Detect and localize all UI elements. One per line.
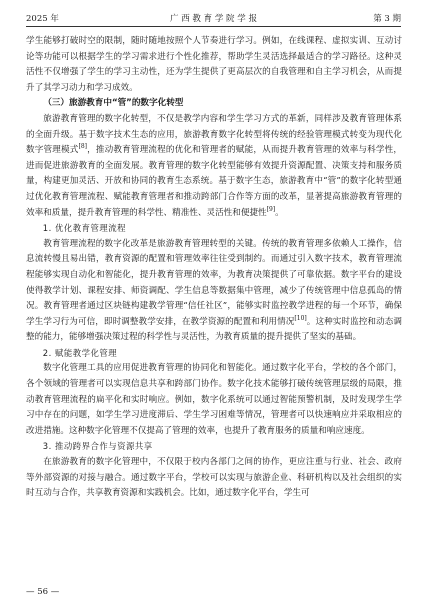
- paragraph-text: 。这种实时监控和动态调整的能力，能够增强决策过程的科学性与灵活性，为教育质量的提升提供了坚实的基础。: [26, 316, 402, 343]
- paragraph-digital-tools: 数字化管理工具的应用促进教育管理的协同化和智能化。通过数字化平台，学校的各个部门，各个领域的管理者可以实现信息共享和跨部门协作。数字化技术能够打破传统管理层级的局限，推动教育管理流程的扁平化和实时响应。例如，数字化系统可以通过智能预警机制，及时发现学生学习中存在的问题，如学生学习进度滞后、学生学习困难等情况，管理者可以快速响应并采取相应的改进措施。这种数字化管理不仅提高了管理的效率，也提升了教育服务的质量和响应速度。: [26, 363, 402, 436]
- paragraph-text: 教育管理流程的数字化改革是旅游教育管理转型的关键。传统的教育管理多依赖人工操作，信息流转慢且易出错，教育资源的配置和管理效率往往受到制约。而通过引入数字技术，教育管理流程能够实现自动化和智能化，提升教育管理的效率，为教育决策提供了可靠依据。数字平台的建设使得教学计划、课程安排、师资调配、学生信息等数据集中管理，减少了传统管理中信息孤岛的情况。教育管理者通过区块链构建教学管理“信任社区”，能够实时监控教学进程的每一个环节，确保学生学习行为可信，即时调整教学安排，在教学资源的配置和利用情况: [26, 238, 402, 327]
- paragraph-continued: 学生能够打破时空的限制，随时随地按照个人节奏进行学习。例如，在线课程、虚拟实训、互动讨论等功能可以根据学生的学习需求进行个性化推荐，帮助学生灵活选择最适合的学习路径。这种灵活性不仅增强了学生的学习主动性，还为学生提供了更高层次的自我管理和自主学习机会，从而提升了其学习动力和学习成效。: [26, 36, 402, 93]
- paragraph-management-overview: [26, 112, 402, 221]
- subsection-heading-2: 2. 赋能教学化管理: [42, 347, 118, 358]
- header-journal-title: 广 西 教 育 学 院 学 报: [170, 14, 257, 24]
- paragraph-process: [26, 237, 402, 346]
- paragraph-text: 旅游教育管理的数字化转型，不仅是教学内容和学生学习方式的革新，同样涉及教育管理体系的全面升级。基于数字技术生态的应用，旅游教育数字化转型将传统的经验管理模式转变为现代化数字管理模式: [26, 113, 402, 156]
- page-number: — 56 —: [26, 587, 60, 597]
- section-heading: （三）旅游教育中“管”的数字化转型: [43, 98, 184, 109]
- subsection-heading-3: 3. 推动跨界合作与资源共享: [42, 441, 153, 452]
- paragraph-cooperation: 在旅游教育的数字化管理中，不仅限于校内各部门之间的协作，更应注重与行业、社会、政府等外部资源的对接与融合。通过数字平台，学校可以实现与旅游企业、科研机构以及社会组织的实时互动与合作，共享教育资源和实践机会。比如，通过数字化平台，学生可: [26, 457, 402, 499]
- article-body: [26, 34, 402, 574]
- citation-ref: [9]: [266, 205, 276, 213]
- citation-ref: [10]: [294, 314, 307, 322]
- citation-ref: [8]: [78, 143, 87, 151]
- paragraph-text: 。: [275, 207, 284, 218]
- running-header: [26, 12, 401, 27]
- header-year: 2025 年: [26, 14, 59, 24]
- subsection-heading-1: 1. 优化教育管理流程: [42, 223, 126, 234]
- header-issue: 第 3 期: [373, 14, 401, 24]
- paragraph-text: ，推动教育管理流程的优化和管理者的赋能，从而提升教育管理的效率与科学性，进而促进旅游教育的全面发展。教育管理的数字化转型能够有效提升资源配置、决策支持和服务质量，构建更加灵活、开放和协同的教育生态系统。基于数字生态，旅游教育中“管”的数字化转型通过优化教育管理流程、赋能教育管理者和推动跨部门合作等方面的改革，显著提高旅游教育管理的效率和质量，提升教育管理的科学性、精准性、灵活性和便捷性: [26, 145, 402, 218]
